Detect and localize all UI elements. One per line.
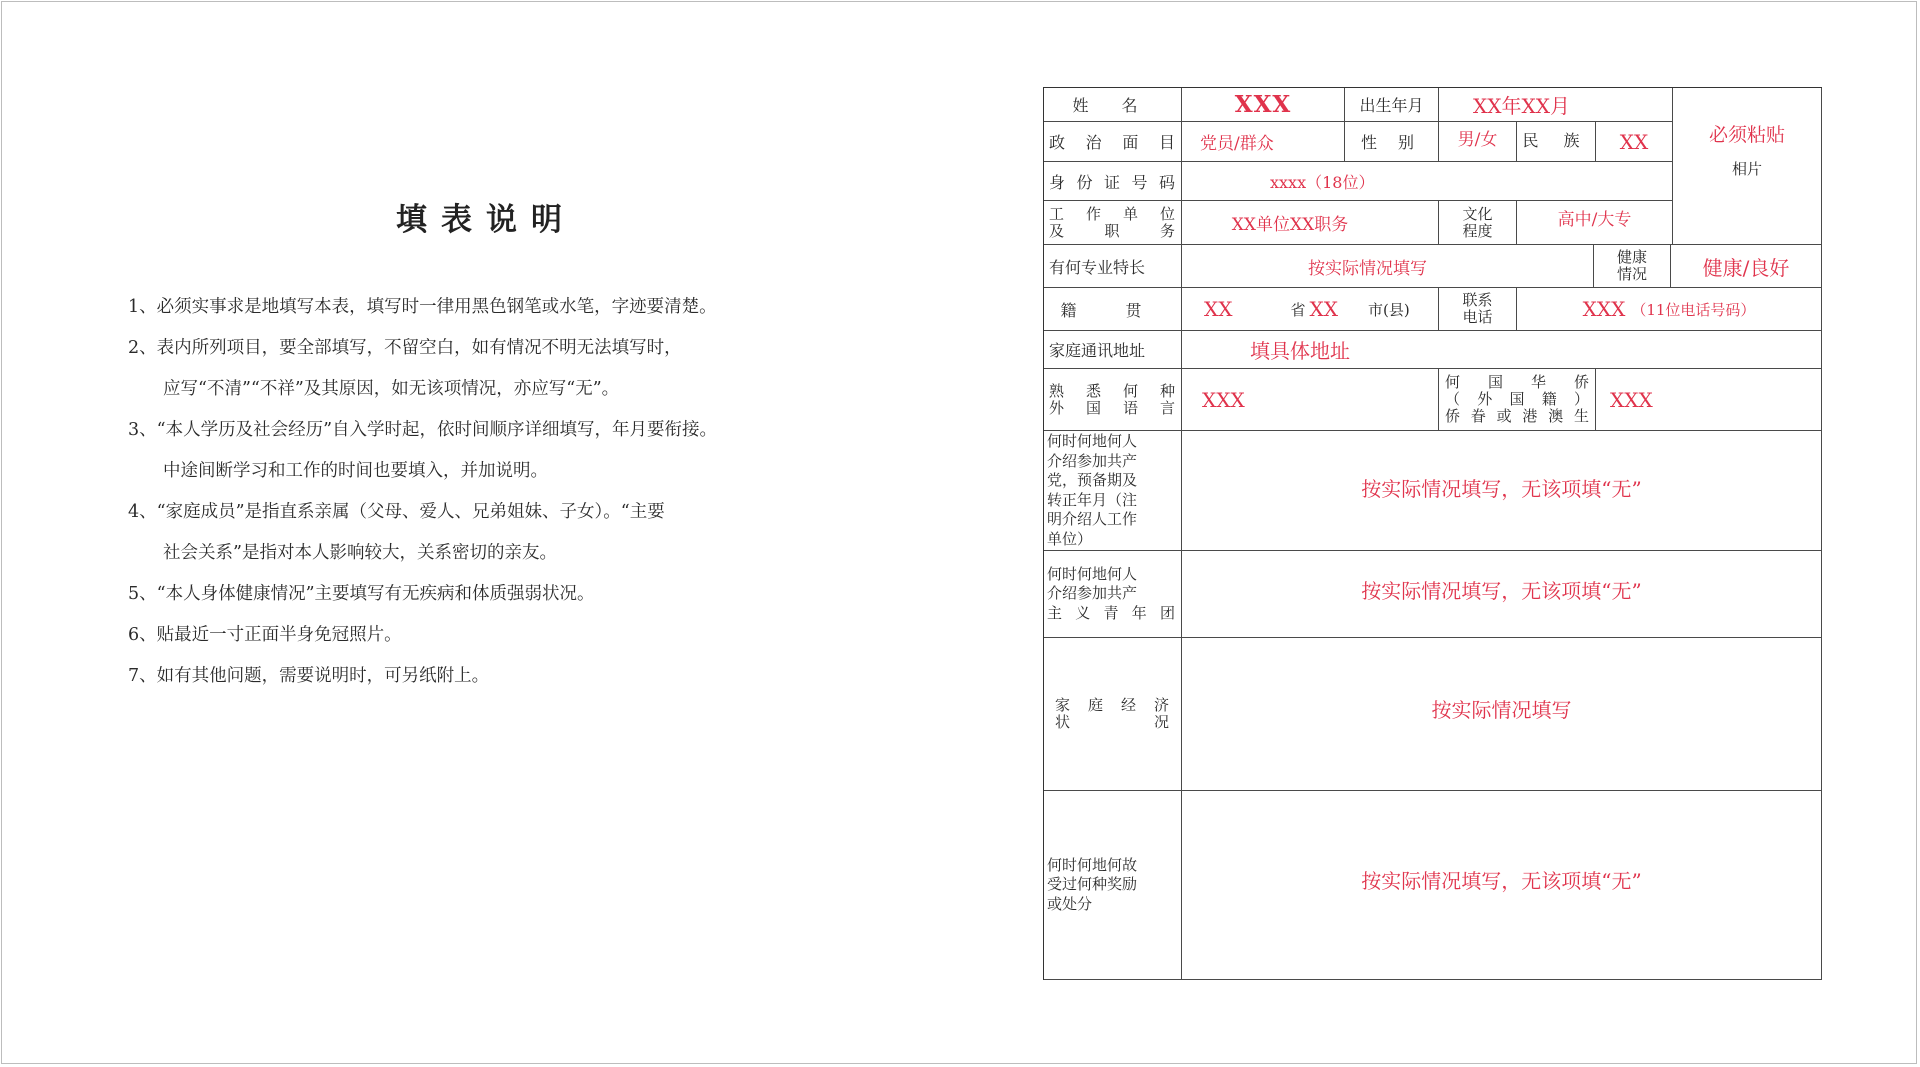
name-label: 姓 名 <box>1072 95 1152 115</box>
overseas-label-line-3: 侨眷或港澳生 <box>1445 407 1589 425</box>
party-field[interactable] <box>1182 431 1822 551</box>
award-label-line: 受过何种奖励 <box>1047 875 1138 894</box>
skill-label: 有何专业特长 <box>1049 257 1146 277</box>
gender-value: 男/女 <box>1457 130 1498 150</box>
edu-label-line-1: 文化 <box>1462 204 1493 223</box>
party-label-line: 党，预备期及 <box>1047 471 1138 489</box>
skill-label-cell <box>1043 245 1182 288</box>
phone-note: （11位电话号码） <box>1631 300 1756 319</box>
edu-field[interactable] <box>1517 201 1673 245</box>
phone-label-line-1: 联系 <box>1462 291 1493 309</box>
party-label-line: 转正年月（注 <box>1047 490 1138 509</box>
health-label-cell <box>1594 245 1671 288</box>
birth-field[interactable] <box>1439 87 1673 122</box>
economy-value: 按实际情况填写 <box>1431 697 1572 722</box>
address-value: 填具体地址 <box>1250 339 1350 363</box>
ethnic-label-cell <box>1517 122 1596 162</box>
instruction-line: 应写“不清”“不祥”及其原因，如无该项情况，亦应写“无”。 <box>163 379 620 399</box>
health-value: 健康/良好 <box>1702 255 1790 280</box>
health-field[interactable] <box>1671 245 1822 288</box>
instructions-list <box>128 287 888 697</box>
award-label-cell <box>1043 791 1182 980</box>
language-label-cell <box>1043 369 1182 431</box>
party-label-line: 何时何地何人 <box>1047 432 1138 450</box>
photo-label: 相片 <box>1731 160 1762 178</box>
work-value: XX单位XX职务 <box>1231 215 1349 235</box>
province-label: 省 <box>1290 300 1306 319</box>
political-value: 党员/群众 <box>1200 134 1274 154</box>
native-place-row <box>1182 297 1438 321</box>
party-label-line: 介绍参加共产 <box>1047 451 1138 470</box>
economy-label-line-1: 家 庭 经 济 <box>1055 696 1169 714</box>
photo-required-text: 必须粘贴 <box>1708 124 1785 146</box>
language-field[interactable] <box>1182 369 1439 431</box>
phone-label-cell <box>1439 288 1517 331</box>
skill-field[interactable] <box>1182 245 1594 288</box>
award-value: 按实际情况填写，无该项填“无” <box>1361 868 1642 893</box>
address-label-cell <box>1043 331 1182 369</box>
award-label-line: 何时何地何故 <box>1047 855 1138 874</box>
edu-value: 高中/大专 <box>1557 210 1632 230</box>
health-label-line-2: 情况 <box>1616 265 1647 283</box>
phone-value: XXX <box>1582 297 1626 321</box>
photo-box[interactable] <box>1673 87 1822 245</box>
economy-field[interactable] <box>1182 638 1822 791</box>
phone-field[interactable] <box>1517 288 1822 331</box>
league-label-line: 何时何地何人 <box>1047 564 1138 583</box>
ethnic-field[interactable] <box>1596 122 1673 162</box>
birth-value: XX年XX月 <box>1473 93 1570 118</box>
language-label-line-2: 外 国 语 言 <box>1049 398 1175 417</box>
native-label: 籍 贯 <box>1060 300 1164 320</box>
political-label-cell <box>1043 122 1182 162</box>
name-field[interactable] <box>1182 87 1345 122</box>
ethnic-label: 民 族 <box>1522 131 1590 150</box>
political-label: 政治面目 <box>1049 133 1175 152</box>
native-label-cell <box>1043 288 1182 331</box>
name-value: XXX <box>1234 90 1292 118</box>
id-label-cell <box>1043 162 1182 201</box>
work-label-line-2: 及 职 务 <box>1049 221 1175 240</box>
id-label: 身份证号码 <box>1049 172 1175 192</box>
instruction-line: 7、如有其他问题，需要说明时，可另纸附上。 <box>128 666 490 686</box>
instruction-line: 6、贴最近一寸正面半身免冠照片。 <box>128 625 402 645</box>
phone-label-line-2: 电话 <box>1462 308 1493 326</box>
award-field[interactable] <box>1182 791 1822 980</box>
instruction-line: 中途间断学习和工作的时间也要填入，并加说明。 <box>163 461 548 481</box>
gender-label-cell <box>1345 122 1439 162</box>
party-label-line: 单位） <box>1047 529 1093 548</box>
league-label-line: 主 义 青 年 团 <box>1047 603 1175 622</box>
instruction-line: 社会关系”是指对本人影响较大，关系密切的亲友。 <box>163 543 557 563</box>
birth-label-cell <box>1345 87 1439 122</box>
address-label: 家庭通讯地址 <box>1049 341 1146 360</box>
work-field[interactable] <box>1182 201 1439 245</box>
edu-label-cell <box>1439 201 1517 245</box>
registration-form <box>1043 87 1822 980</box>
overseas-label-line-1: 何 国 华 侨 <box>1445 373 1589 391</box>
address-field[interactable] <box>1182 331 1822 369</box>
edu-label-line-2: 程度 <box>1462 221 1493 240</box>
id-value: xxxx（18位） <box>1270 172 1375 192</box>
native-province-value: XX <box>1204 297 1233 321</box>
overseas-label-line-2: （ 外 国 籍 ） <box>1445 390 1589 408</box>
instruction-line: 4、“家庭成员”是指直系亲属（父母、爱人、兄弟姐妹、子女）。“主要 <box>128 502 665 522</box>
health-label-line-1: 健康 <box>1616 248 1647 266</box>
party-label-line: 明介绍人工作 <box>1047 510 1138 528</box>
language-label-line-1: 熟 悉 何 种 <box>1049 381 1175 400</box>
id-field[interactable] <box>1182 162 1673 201</box>
birth-label: 出生年月 <box>1359 95 1424 115</box>
overseas-label-cell <box>1439 369 1596 431</box>
economy-label-cell <box>1043 638 1182 791</box>
overseas-value: XXX <box>1610 387 1653 412</box>
league-label-line: 介绍参加共产 <box>1047 584 1138 603</box>
league-field[interactable] <box>1182 551 1822 638</box>
work-label-cell <box>1043 201 1182 245</box>
instruction-line: 2、表内所列项目，要全部填写，不留空白，如有情况不明无法填写时， <box>128 338 682 358</box>
instruction-line: 1、必须实事求是地填写本表，填写时一律用黑色钢笔或水笔，字迹要清楚。 <box>128 297 717 317</box>
city-label: 市(县) <box>1367 300 1410 319</box>
league-label-cell <box>1043 551 1182 638</box>
work-label-line-1: 工 作 单 位 <box>1049 204 1175 223</box>
ethnic-value: XX <box>1619 129 1649 154</box>
award-label-line: 或处分 <box>1047 894 1093 913</box>
language-value: XXX <box>1202 387 1245 412</box>
native-field[interactable] <box>1182 288 1439 331</box>
skill-value: 按实际情况填写 <box>1308 258 1427 279</box>
instructions-title: 填表说明 <box>396 202 576 238</box>
economy-label-line-2: 状 况 <box>1055 713 1169 731</box>
name-label-cell <box>1043 87 1182 122</box>
party-label-cell <box>1043 431 1182 551</box>
political-field[interactable] <box>1182 122 1345 162</box>
league-value: 按实际情况填写，无该项填“无” <box>1361 578 1642 603</box>
phone-row <box>1517 297 1821 321</box>
party-value: 按实际情况填写，无该项填“无” <box>1361 477 1642 501</box>
overseas-field[interactable] <box>1596 369 1822 431</box>
gender-label: 性 别 <box>1360 133 1423 152</box>
instruction-line: 3、“本人学历及社会经历”自入学时起，依时间顺序详细填写，年月要衔接。 <box>128 420 718 440</box>
instruction-line: 5、“本人身体健康情况”主要填写有无疾病和体质强弱状况。 <box>128 584 595 604</box>
native-city-value: XX <box>1309 297 1338 321</box>
gender-field[interactable] <box>1439 122 1517 162</box>
